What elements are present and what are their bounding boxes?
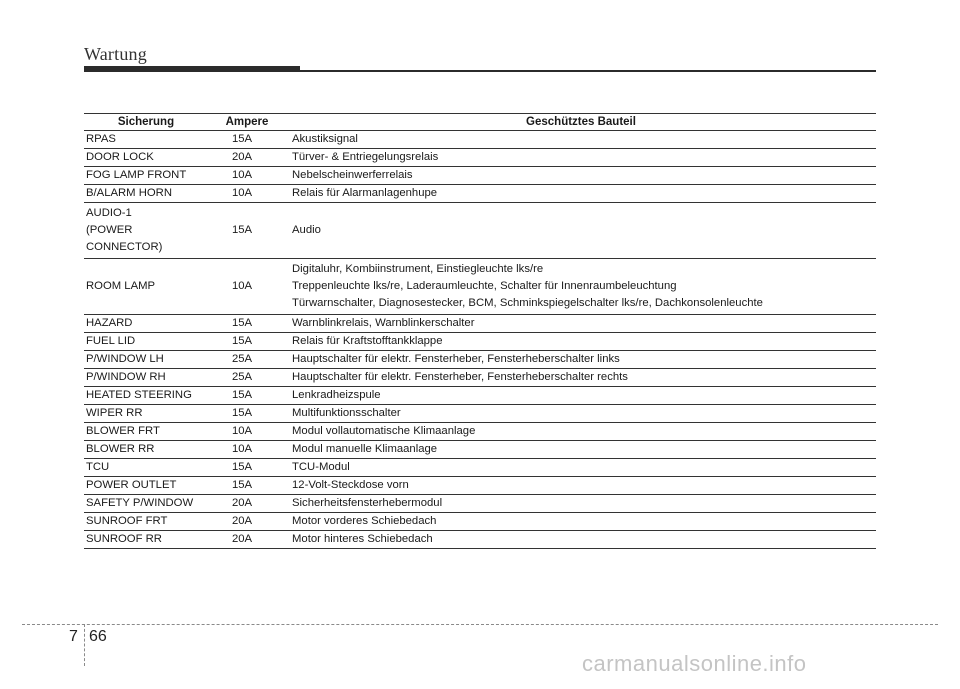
column-header-ampere: Ampere bbox=[208, 114, 286, 131]
component-line: Warnblinkrelais, Warnblinkerschalter bbox=[292, 317, 475, 329]
component-line: Multifunktionsschalter bbox=[292, 407, 401, 419]
component-cell bbox=[286, 185, 876, 203]
ampere-cell: 15A bbox=[208, 405, 286, 423]
component-line: Türwarnschalter, Diagnosestecker, BCM, Schminkspiegelschalter lks/re, Dachkonsolenleuchte bbox=[292, 297, 763, 309]
component-cell bbox=[286, 369, 876, 387]
component-line: Motor vorderes Schiebedach bbox=[292, 515, 437, 527]
fuse-name-cell: P/WINDOW RH bbox=[84, 369, 208, 387]
table-row bbox=[84, 131, 876, 149]
fuse-table-body bbox=[84, 131, 876, 549]
fuse-name-cell: FUEL LID bbox=[84, 333, 208, 351]
fuse-name-cell: HEATED STEERING bbox=[84, 387, 208, 405]
watermark-text: carmanualsonline.info bbox=[582, 651, 807, 676]
fuse-name-cell: DOOR LOCK bbox=[84, 149, 208, 167]
component-line: Akustiksignal bbox=[292, 133, 358, 145]
table-row bbox=[84, 495, 876, 513]
table-row bbox=[84, 203, 876, 259]
ampere-cell: 10A bbox=[208, 167, 286, 185]
table-row bbox=[84, 423, 876, 441]
component-line: Relais für Kraftstofftankklappe bbox=[292, 335, 443, 347]
component-cell bbox=[286, 333, 876, 351]
component-line: Modul manuelle Klimaanlage bbox=[292, 443, 438, 455]
component-cell bbox=[286, 387, 876, 405]
component-cell bbox=[286, 513, 876, 531]
component-line: Hauptschalter für elektr. Fensterheber, Fensterheberschalter links bbox=[292, 353, 620, 365]
ampere-cell: 15A bbox=[208, 203, 286, 259]
column-header-fuse: Sicherung bbox=[84, 114, 208, 131]
component-cell bbox=[286, 423, 876, 441]
component-line: Türver- & Entriegelungsrelais bbox=[292, 151, 439, 163]
component-line: Digitaluhr, Kombiinstrument, Einstiegleuchte lks/re bbox=[292, 263, 544, 275]
page-number: 66 bbox=[89, 628, 107, 645]
footer-dashed-divider bbox=[84, 624, 85, 666]
ampere-cell: 15A bbox=[208, 315, 286, 333]
table-row bbox=[84, 369, 876, 387]
fuse-name-cell: AUDIO-1 (POWER CONNECTOR) bbox=[84, 203, 208, 259]
component-line: Relais für Alarmanlagenhupe bbox=[292, 187, 438, 199]
component-line: Nebelscheinwerferrelais bbox=[292, 169, 413, 181]
fuse-name-cell: B/ALARM HORN bbox=[84, 185, 208, 203]
fuse-name-cell: TCU bbox=[84, 459, 208, 477]
table-row bbox=[84, 387, 876, 405]
header-rule-thin bbox=[300, 70, 876, 72]
section-title: Wartung bbox=[84, 44, 147, 64]
component-line: Audio bbox=[292, 224, 321, 236]
component-cell bbox=[286, 167, 876, 185]
table-header-row bbox=[84, 114, 876, 131]
component-line: 12-Volt-Steckdose vorn bbox=[292, 479, 409, 491]
fuse-name-cell: P/WINDOW LH bbox=[84, 351, 208, 369]
component-cell bbox=[286, 351, 876, 369]
table-row bbox=[84, 167, 876, 185]
component-cell bbox=[286, 459, 876, 477]
ampere-cell: 15A bbox=[208, 459, 286, 477]
table-row bbox=[84, 405, 876, 423]
ampere-cell: 20A bbox=[208, 495, 286, 513]
fuse-name-cell: HAZARD bbox=[84, 315, 208, 333]
footer-dashed-rule bbox=[22, 624, 938, 625]
ampere-cell: 20A bbox=[208, 513, 286, 531]
ampere-cell: 15A bbox=[208, 131, 286, 149]
component-line: Modul vollautomatische Klimaanlage bbox=[292, 425, 476, 437]
ampere-cell: 15A bbox=[208, 333, 286, 351]
table-row bbox=[84, 531, 876, 549]
table-row bbox=[84, 149, 876, 167]
component-cell bbox=[286, 495, 876, 513]
component-cell bbox=[286, 315, 876, 333]
ampere-cell: 15A bbox=[208, 477, 286, 495]
fuse-name-cell: BLOWER RR bbox=[84, 441, 208, 459]
ampere-cell: 10A bbox=[208, 259, 286, 315]
table-row bbox=[84, 333, 876, 351]
column-header-component: Geschütztes Bauteil bbox=[286, 114, 876, 131]
fuse-name-cell: SUNROOF FRT bbox=[84, 513, 208, 531]
component-line: Lenkradheizspule bbox=[292, 389, 381, 401]
component-cell bbox=[286, 477, 876, 495]
component-line: TCU-Modul bbox=[292, 461, 350, 473]
fuse-name-cell: SAFETY P/WINDOW bbox=[84, 495, 208, 513]
component-cell bbox=[286, 405, 876, 423]
component-line: Hauptschalter für elektr. Fensterheber, Fensterheberschalter rechts bbox=[292, 371, 628, 383]
component-line: Motor hinteres Schiebedach bbox=[292, 533, 433, 545]
fuse-name-cell: POWER OUTLET bbox=[84, 477, 208, 495]
fuse-name-cell: SUNROOF RR bbox=[84, 531, 208, 549]
table-row bbox=[84, 513, 876, 531]
component-cell bbox=[286, 441, 876, 459]
table-row bbox=[84, 185, 876, 203]
chapter-number: 7 bbox=[69, 628, 78, 645]
table-row bbox=[84, 259, 876, 315]
fuse-name-cell: WIPER RR bbox=[84, 405, 208, 423]
component-line: Treppenleuchte lks/re, Laderaumleuchte, Schalter für Innenraumbeleuchtung bbox=[292, 280, 677, 292]
fuse-name-cell: RPAS bbox=[84, 131, 208, 149]
table-row bbox=[84, 459, 876, 477]
ampere-cell: 20A bbox=[208, 149, 286, 167]
component-cell bbox=[286, 531, 876, 549]
fuse-table bbox=[84, 113, 876, 549]
component-cell bbox=[286, 149, 876, 167]
header-rule-thick bbox=[84, 66, 300, 72]
fuse-name-cell: BLOWER FRT bbox=[84, 423, 208, 441]
component-cell bbox=[286, 131, 876, 149]
fuse-name-cell: ROOM LAMP bbox=[84, 259, 208, 315]
ampere-cell: 25A bbox=[208, 369, 286, 387]
table-row bbox=[84, 477, 876, 495]
component-cell bbox=[286, 203, 876, 259]
fuse-name-cell: FOG LAMP FRONT bbox=[84, 167, 208, 185]
ampere-cell: 15A bbox=[208, 387, 286, 405]
component-cell bbox=[286, 259, 876, 315]
component-line: Sicherheitsfensterhebermodul bbox=[292, 497, 443, 509]
ampere-cell: 20A bbox=[208, 531, 286, 549]
ampere-cell: 10A bbox=[208, 423, 286, 441]
ampere-cell: 10A bbox=[208, 441, 286, 459]
table-row bbox=[84, 441, 876, 459]
table-row bbox=[84, 351, 876, 369]
ampere-cell: 25A bbox=[208, 351, 286, 369]
table-row bbox=[84, 315, 876, 333]
ampere-cell: 10A bbox=[208, 185, 286, 203]
